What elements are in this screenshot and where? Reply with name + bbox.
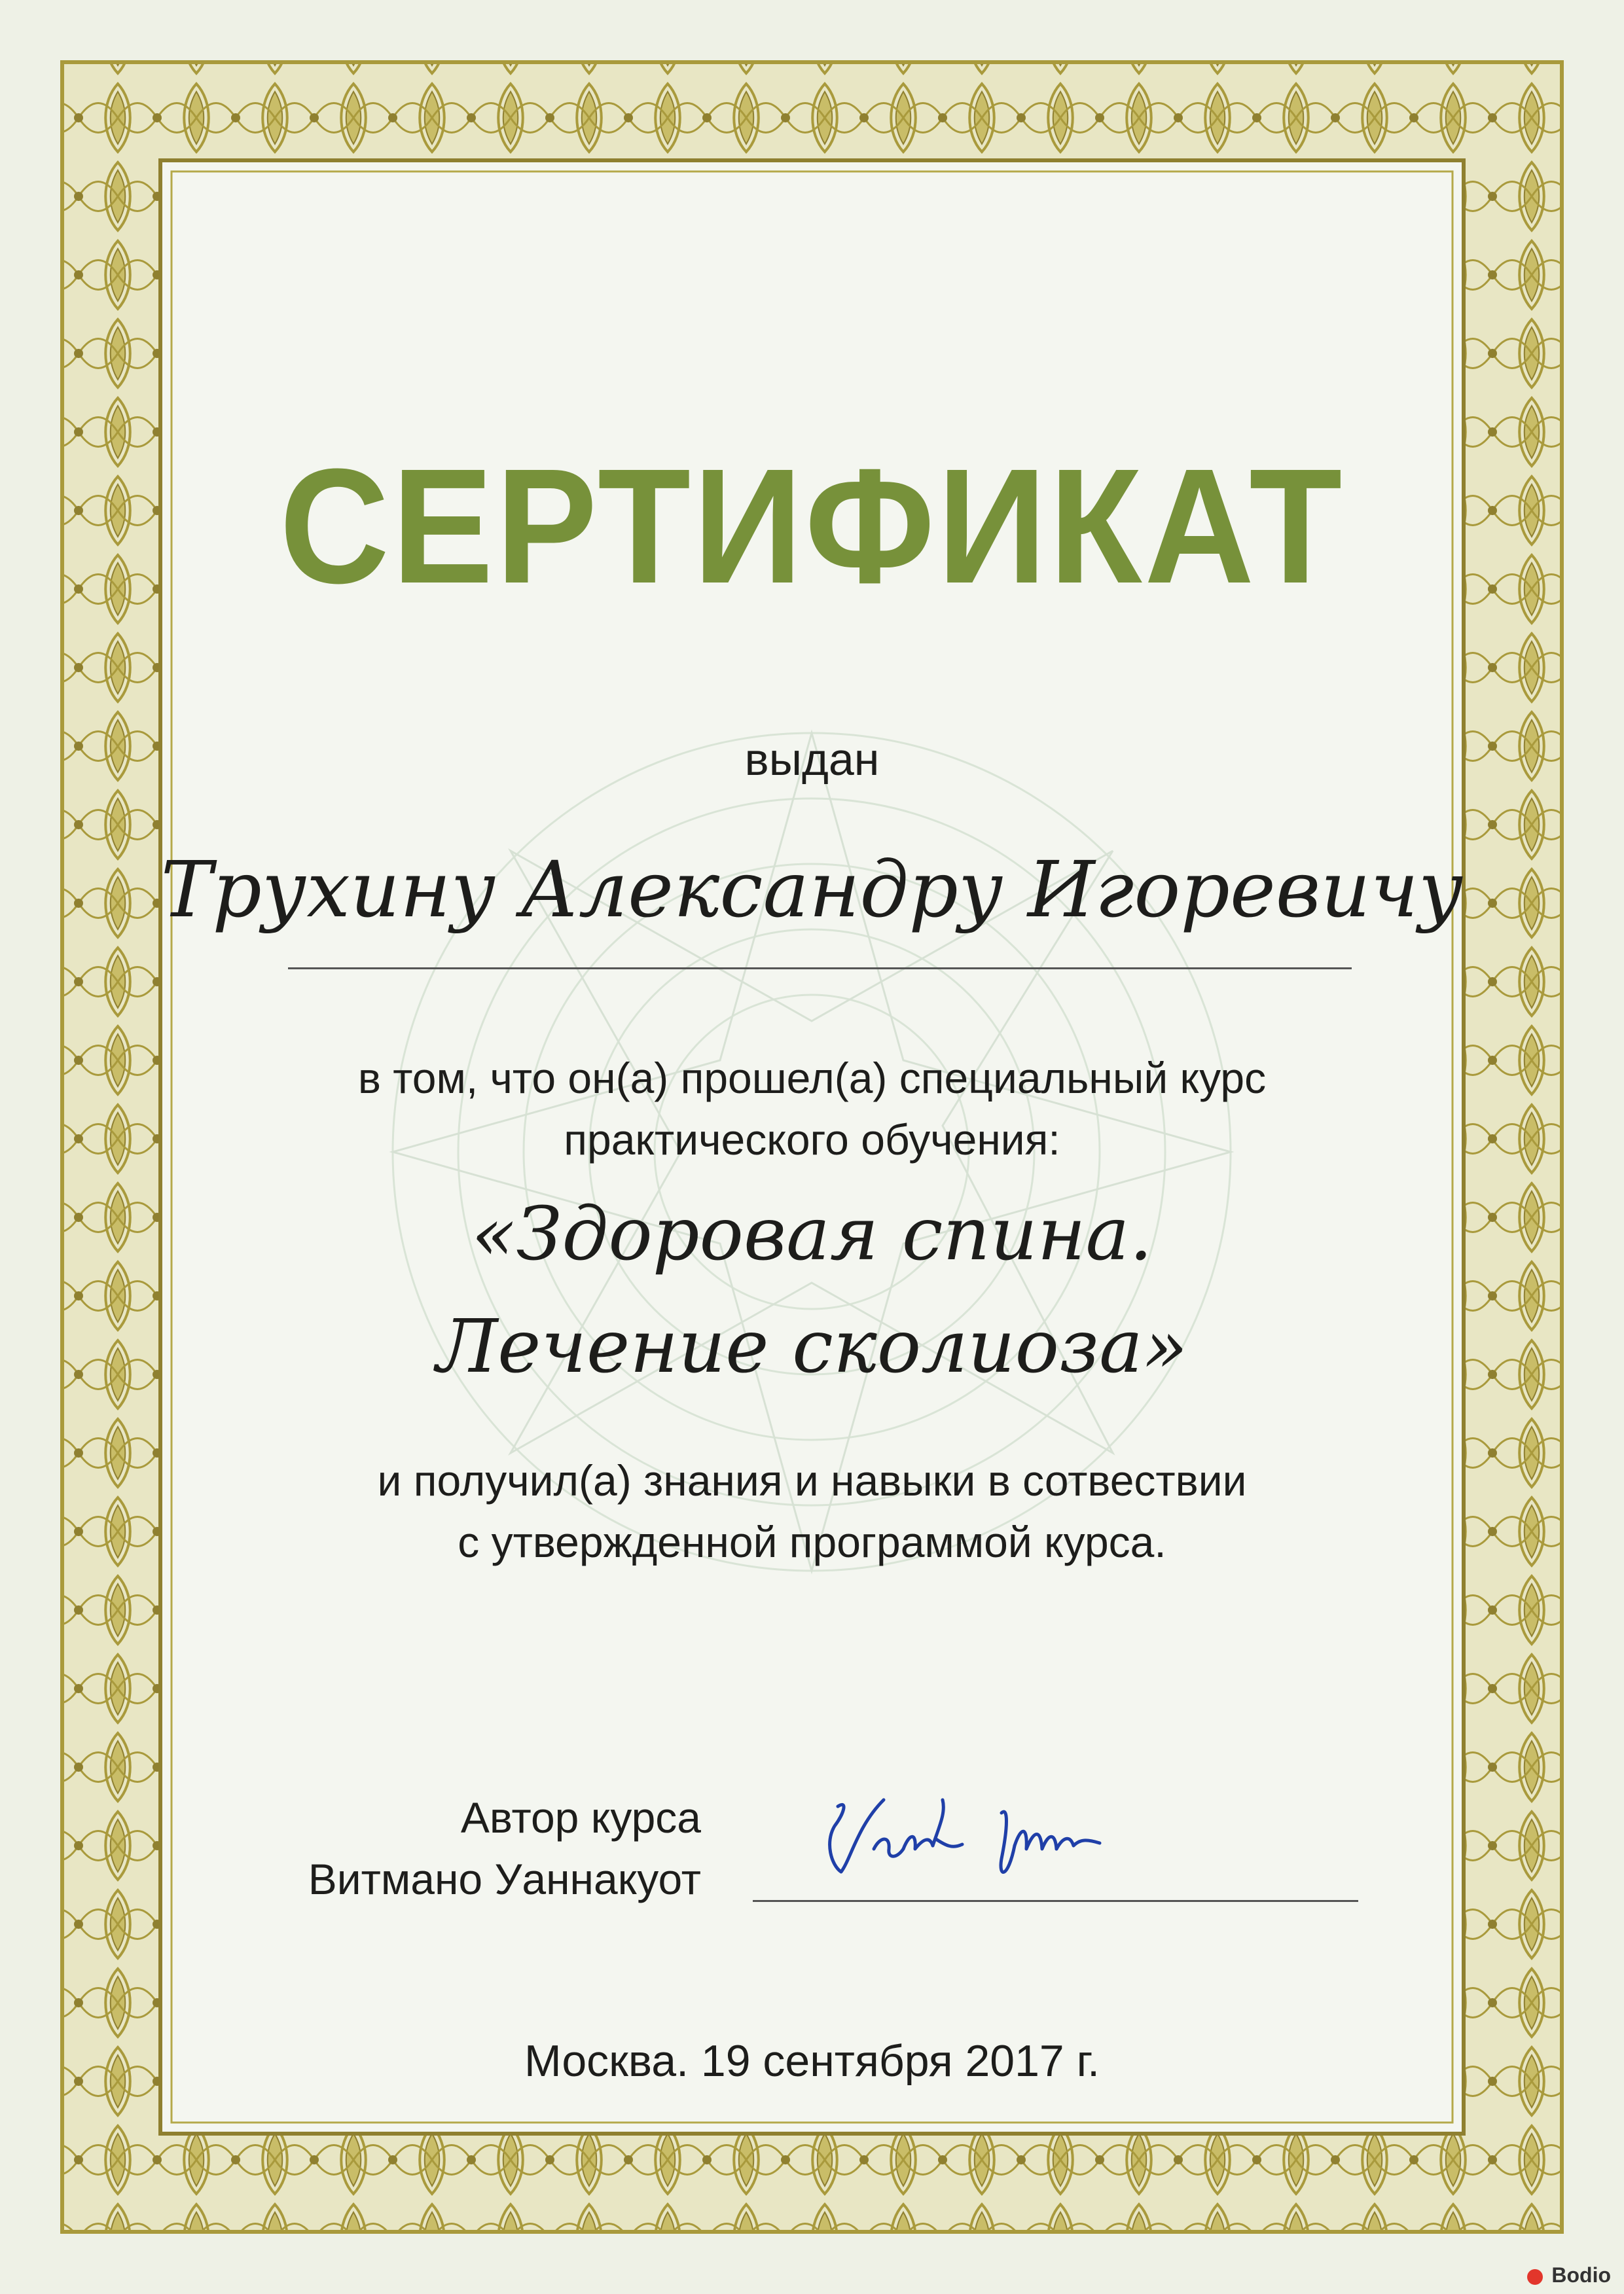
course-line-2: Лечение сколиоза» (436, 1304, 1188, 1389)
certificate-title: СЕРТИФИКАТ (279, 435, 1345, 617)
place-and-date: Москва. 19 сентября 2017 г. (524, 2036, 1100, 2086)
handwritten-signature (812, 1787, 1152, 1898)
watermark-logo-icon (1527, 2269, 1543, 2285)
watermark-text: Bodio (1551, 2263, 1611, 2287)
course-line-1: «Здоровая спина. (471, 1192, 1153, 1277)
intro-line-2: практического обучения: (564, 1115, 1060, 1164)
issued-label: выдан (744, 734, 880, 785)
author-name: Витмано Уаннакуот (308, 1855, 701, 1903)
course-author (308, 1787, 701, 1910)
intro-line-1: в том, что он(а) прошел(а) специальный курс (357, 1054, 1267, 1102)
course-title (0, 1178, 1624, 1403)
result-text (0, 1450, 1624, 1573)
intro-text (0, 1047, 1624, 1170)
signature-line (753, 1900, 1358, 1902)
result-line-1: и получил(а) знания и навыки в сотвествии (377, 1456, 1247, 1505)
result-line-2: с утвержденной программой курса. (458, 1518, 1166, 1566)
recipient-name: Трухину Александру Игоревичу (160, 844, 1464, 935)
author-label: Автор курса (460, 1793, 701, 1842)
watermark (1527, 2263, 1611, 2287)
recipient-underline (288, 967, 1352, 969)
